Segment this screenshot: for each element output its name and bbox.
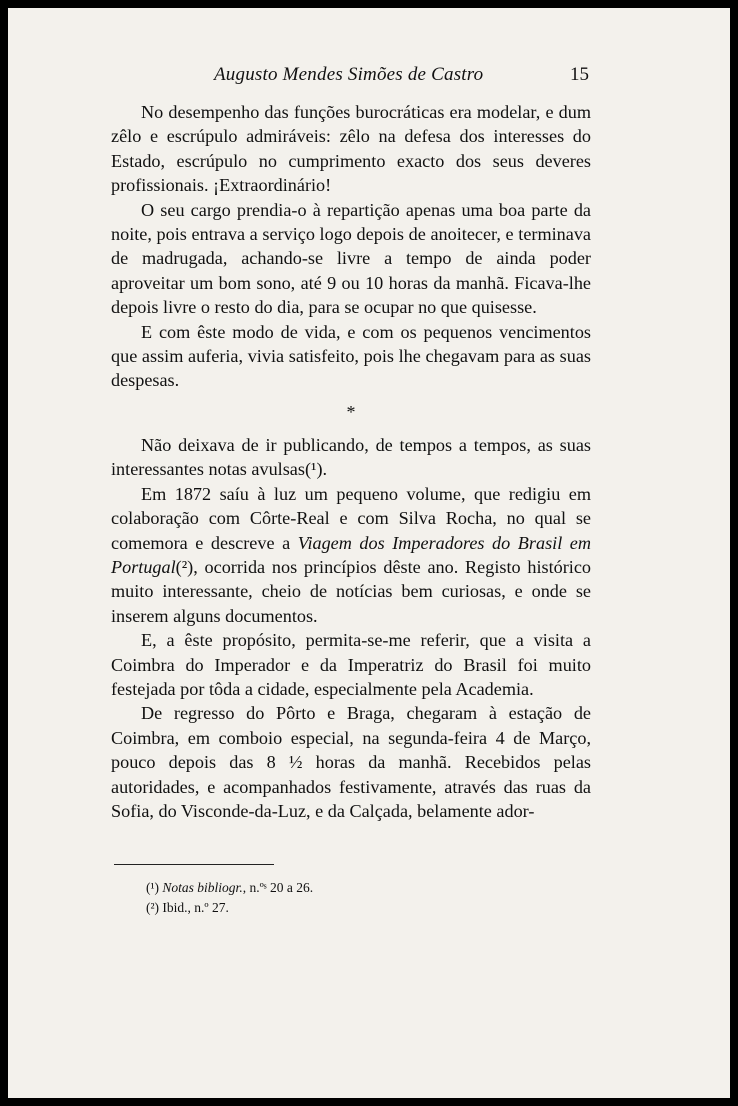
- footnote-ref-1: (¹): [304, 459, 323, 480]
- book-title: Viagem dos Imperadores do Brasil em Portugal: [111, 532, 591, 577]
- paragraph-7: De regresso do Pôrto e Braga, chegaram à estação de Coimbra, em comboio especial, na segunda-feira 4 de Março, pouco depois das 8 ½ horas da manhã. Recebidos pelas autoridades, e acompanhados festivamente, através das ruas da Sofia, do Visconde-da-Luz, e da Calçada, belamente ador-: [111, 703, 591, 821]
- paragraph-5-end: , ocorrida nos princípios dêste ano. Registo histórico muito interessante, cheio de notícias bem curiosas, e onde se inserem alguns documentos.: [111, 556, 591, 626]
- paragraph-6: E, a êste propósito, permita-se-me referir, que a visita a Coimbra do Imperador e da Imperatriz do Brasil foi muito festejada por tôda a cidade, especialmente pela Academia.: [111, 630, 591, 699]
- footnote-1-marker: (¹): [146, 880, 160, 895]
- footnote-2-marker: (²): [146, 900, 160, 915]
- footnote-rule: [114, 864, 274, 865]
- footnote-1-title: Notas bibliogr.: [162, 880, 243, 895]
- footnote-2-text: Ibid., n.º 27.: [162, 900, 229, 915]
- paragraph-4-text: Não deixava de ir publicando, de tempos a tempos, as suas interessantes notas avulsas: [111, 434, 591, 480]
- paragraph-3: E com êste modo de vida, e com os pequenos vencimentos que assim auferia, vivia satisfeito, pois lhe chegavam para as suas despesas.: [111, 321, 591, 391]
- body-text: [111, 100, 591, 823]
- footnote-ref-2: (²): [175, 556, 194, 577]
- footnote-1-rest: , n.ºˢ 20 a 26.: [242, 880, 314, 895]
- paragraph-4: [111, 433, 591, 482]
- paragraph-1: No desempenho das funções burocráticas era modelar, e dum zêlo e escrúpulo admiráveis: zêlo na defesa dos interesses do Estado, escrúpulo no cumprimento exacto dos seus deveres profissionais. ¡Extraordinário!: [111, 102, 591, 196]
- page-number: 15: [570, 64, 589, 85]
- paragraph-4-end: .: [322, 459, 328, 480]
- paragraph-2: O seu cargo prendia-o à repartição apenas uma boa parte da noite, pois entrava a serviço logo depois de anoitecer, e terminava de madrugada, achando-se livre a tempo de ainda poder aproveitar um bom sono, até 9 ou 10 horas da manhã. Ficava-lhe depois livre o resto do dia, para se ocupar no que quisesse.: [111, 199, 591, 318]
- running-header-author: Augusto Mendes Simões de Castro: [214, 64, 484, 85]
- paragraph-5: [111, 482, 591, 628]
- section-separator: *: [346, 401, 356, 422]
- footnote-1: [146, 878, 313, 898]
- book-page: [8, 8, 730, 1098]
- paragraph-5-start: Em 1872 saíu à luz um pequeno volume, que redigiu em colaboração com Côrte-Real e com Silva Rocha, no qual se comemora e descreve a: [111, 483, 591, 553]
- footnote-2: [146, 898, 313, 918]
- footnotes: [146, 878, 313, 918]
